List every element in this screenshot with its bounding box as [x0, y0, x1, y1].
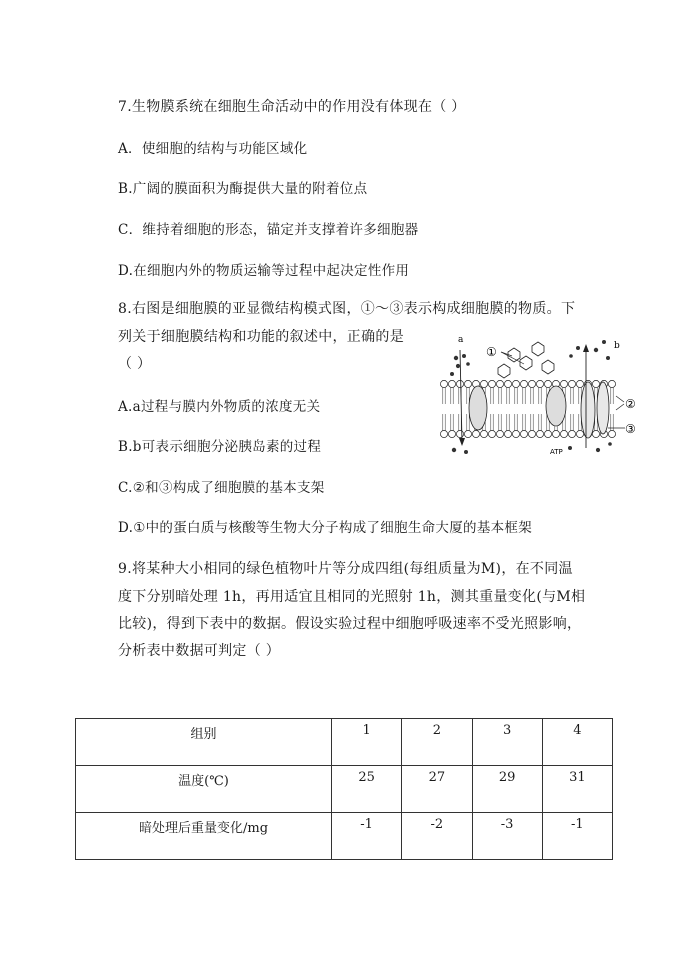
table-cell: 25: [332, 766, 402, 813]
phospholipid-head: [544, 380, 551, 387]
phospholipid-head: [520, 380, 527, 387]
phospholipid-head: [504, 380, 511, 387]
phospholipid-head: [568, 430, 575, 437]
q9-stem-line3: 比较)，得到下表中的数据。假设实验过程中细胞呼吸速率不受光照影响，: [118, 616, 582, 632]
q8-option-b: B.b可表示细胞分泌胰岛素的过程: [118, 439, 322, 455]
q8-stem-line1: 8.右图是细胞膜的亚显微结构模式图，①～③表示构成细胞膜的物质。下: [118, 301, 576, 317]
phospholipid-head: [536, 430, 543, 437]
q9-stem-line4: 分析表中数据可判定（ ）: [118, 643, 281, 659]
label-1: ①: [486, 345, 497, 359]
q7-option-d: D.在细胞内外的物质运输等过程中起决定性作用: [118, 263, 410, 279]
table-cell: 29: [472, 766, 542, 813]
label-2: ②: [625, 397, 636, 411]
q9-stem-line2: 度下分别暗处理 1h，再用适宜且相同的光照射 1h，测其重量变化(与M相: [118, 589, 586, 605]
label-3: ③: [625, 422, 636, 436]
phospholipid-head: [592, 430, 599, 437]
membrane-protein: [469, 386, 487, 430]
phospholipid-head: [608, 430, 615, 437]
phospholipid-head: [488, 430, 495, 437]
q8-option-d: D.①中的蛋白质与核酸等生物大分子构成了细胞生命大厦的基本框架: [118, 520, 533, 536]
q8-option-a: A.a过程与膜内外物质的浓度无关: [118, 399, 321, 415]
row-label: 暗处理后重量变化/mg: [76, 813, 332, 860]
phospholipid-head: [544, 430, 551, 437]
phospholipid-head: [496, 380, 503, 387]
phospholipid-head: [464, 430, 471, 437]
phospholipid-head: [464, 380, 471, 387]
phospholipid-head: [536, 380, 543, 387]
q9-stem-line1: 9.将某种大小相同的绿色植物叶片等分成四组(每组质量为M)，在不同温: [118, 561, 573, 577]
table-cell: -2: [402, 813, 472, 860]
row-label: 组别: [76, 719, 332, 766]
table-cell: -1: [332, 813, 402, 860]
table-row: [76, 813, 613, 860]
table-cell: 2: [402, 719, 472, 766]
table-cell: 27: [402, 766, 472, 813]
phospholipid-head: [456, 380, 463, 387]
phospholipid-head: [528, 430, 535, 437]
phospholipid-head: [456, 430, 463, 437]
table-cell: -1: [542, 813, 612, 860]
q8-stem-line2: 列关于细胞膜结构和功能的叙述中，正确的是: [118, 329, 404, 345]
label-atp: ATP: [550, 448, 563, 456]
table-cell: 3: [472, 719, 542, 766]
q7-stem: 7.生物膜系统在细胞生命活动中的作用没有体现在（ ）: [118, 99, 466, 115]
membrane-protein: [546, 386, 566, 426]
phospholipid-head: [440, 430, 447, 437]
glycoprotein-chains: [498, 342, 554, 378]
phospholipid-head: [504, 430, 511, 437]
phospholipid-head: [568, 380, 575, 387]
table-cell: 4: [542, 719, 612, 766]
phospholipid-head: [528, 380, 535, 387]
phospholipid-head: [608, 380, 615, 387]
phospholipid-head: [592, 380, 599, 387]
phospholipid-head: [576, 430, 583, 437]
q7-option-a: A．使细胞的结构与功能区域化: [118, 141, 308, 157]
cell-membrane-figure: [438, 330, 648, 460]
q8-option-c: C.②和③构成了细胞膜的基本支架: [118, 480, 325, 496]
q8-stem-line3: （ ）: [118, 356, 152, 372]
row-label: 温度(℃): [76, 766, 332, 813]
phospholipid-head: [480, 380, 487, 387]
phospholipid-head: [512, 380, 519, 387]
channel-protein: [581, 382, 595, 438]
phospholipid-head: [496, 430, 503, 437]
table-row: [76, 766, 613, 813]
phospholipid-head: [480, 430, 487, 437]
phospholipid-head: [448, 430, 455, 437]
phospholipid-head: [576, 380, 583, 387]
q7-option-b: B.广阔的膜面积为酶提供大量的附着位点: [118, 181, 368, 197]
table-cell: 1: [332, 719, 402, 766]
q9-data-table: [75, 718, 613, 860]
phospholipid-head: [560, 430, 567, 437]
phospholipid-head: [440, 380, 447, 387]
table-row: [76, 719, 613, 766]
q7-option-c: C．维持着细胞的形态，锚定并支撑着许多细胞器: [118, 222, 419, 238]
phospholipid-head: [552, 430, 559, 437]
phospholipid-head: [560, 380, 567, 387]
phospholipid-head: [472, 430, 479, 437]
phospholipid-head: [448, 380, 455, 387]
phospholipid-head: [488, 380, 495, 387]
membrane-protein: [597, 382, 609, 434]
phospholipid-head: [520, 430, 527, 437]
label-a: a: [458, 335, 464, 345]
label-b: b: [614, 341, 620, 351]
phospholipid-head: [512, 430, 519, 437]
table-cell: 31: [542, 766, 612, 813]
table-cell: -3: [472, 813, 542, 860]
